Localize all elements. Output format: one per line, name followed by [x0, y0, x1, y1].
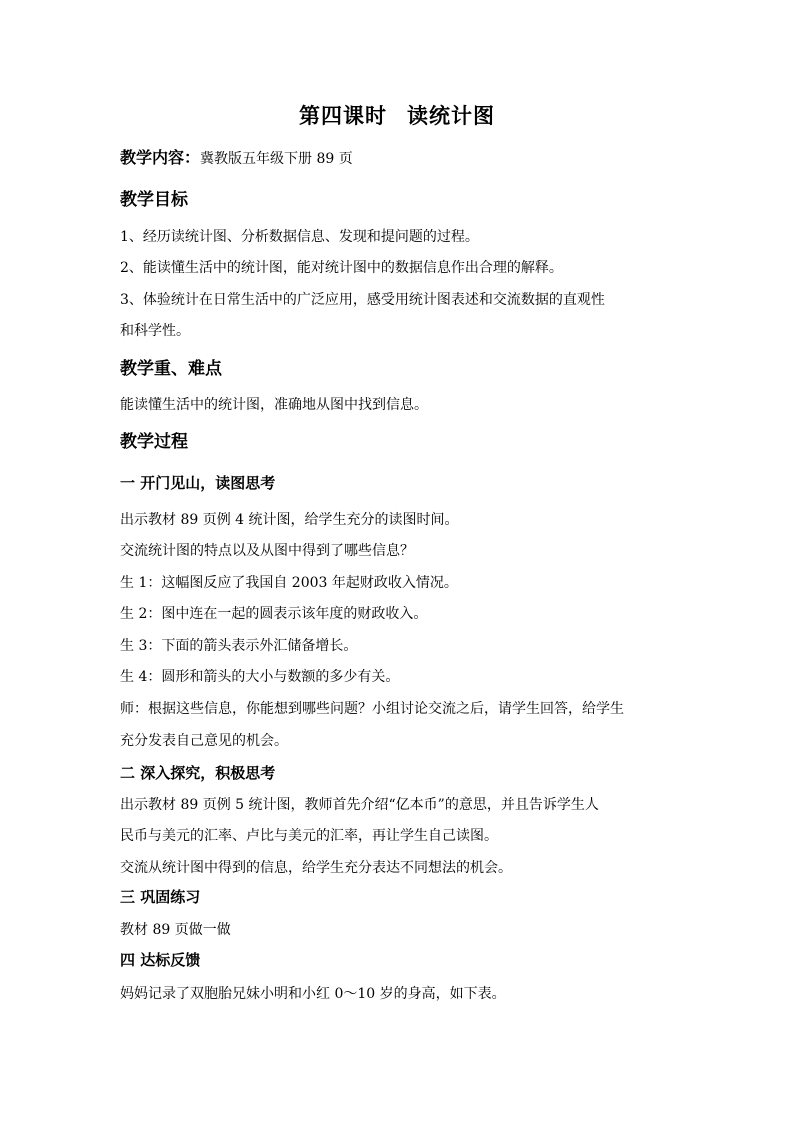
paragraph-5: 生 3：下面的箭头表示外汇储备增长。: [120, 638, 358, 654]
title-topic: 读统计图: [407, 103, 495, 128]
goal-1: 1、经历读统计图、分析数据信息、发现和提问题的过程。: [120, 229, 479, 245]
paragraph-7-line-1: 师：根据这些信息，你能想到哪些问题？小组讨论交流之后，请学生回答，给学生: [120, 701, 624, 717]
teaching-content-text: 冀教版五年级下册 89 页: [200, 151, 353, 167]
paragraph-4: 生 2：图中连在一起的圆表示该年度的财政收入。: [120, 606, 428, 622]
keypoints-heading: 教学重、难点: [120, 359, 222, 379]
paragraph-6: 生 4：圆形和箭头的大小与数额的多少有关。: [120, 669, 400, 685]
goal-3-line-1: 3、体验统计在日常生活中的广泛应用，感受用统计图表述和交流数据的直观性: [120, 292, 605, 308]
paragraph-10: 教材 89 页做一做: [120, 922, 231, 938]
title-lesson: 第四课时: [299, 103, 387, 128]
paragraph-9: 交流从统计图中得到的信息，给学生充分表达不同想法的机会。: [120, 860, 512, 876]
goal-2: 2、能读懂生活中的统计图，能对统计图中的数据信息作出合理的解释。: [120, 260, 563, 276]
keypoints-text: 能读懂生活中的统计图，准确地从图中找到信息。: [120, 397, 428, 413]
section-2-heading: 二 深入探究，积极思考: [120, 764, 276, 782]
section-4-heading: 四 达标反馈: [120, 951, 201, 969]
process-heading: 教学过程: [120, 432, 188, 452]
paragraph-8-line-1: 出示教材 89 页例 5 统计图，教师首先介绍“亿本币”的意思，并且告诉学生人: [120, 797, 599, 813]
paragraph-8-line-2: 民币与美元的汇率、卢比与美元的汇率，再让学生自己读图。: [120, 828, 498, 844]
page-title: [0, 100, 794, 130]
paragraph-11: 妈妈记录了双胞胎兄妹小明和小红 0～10 岁的身高，如下表。: [120, 986, 506, 1002]
teaching-content-line: [120, 148, 353, 169]
paragraph-2: 交流统计图的特点以及从图中得到了哪些信息？: [120, 543, 414, 559]
goals-heading: 教学目标: [120, 190, 188, 210]
paragraph-3: 生 1：这幅图反应了我国自 2003 年起财政收入情况。: [120, 575, 458, 591]
paragraph-1: 出示教材 89 页例 4 统计图，给学生充分的读图时间。: [120, 512, 459, 528]
teaching-content-label: 教学内容：: [120, 148, 201, 167]
goal-3-line-2: 和科学性。: [120, 323, 190, 339]
section-3-heading: 三 巩固练习: [120, 888, 201, 906]
paragraph-7-line-2: 充分发表自己意见的机会。: [120, 733, 288, 749]
section-1-heading: 一 开门见山，读图思考: [120, 474, 276, 492]
